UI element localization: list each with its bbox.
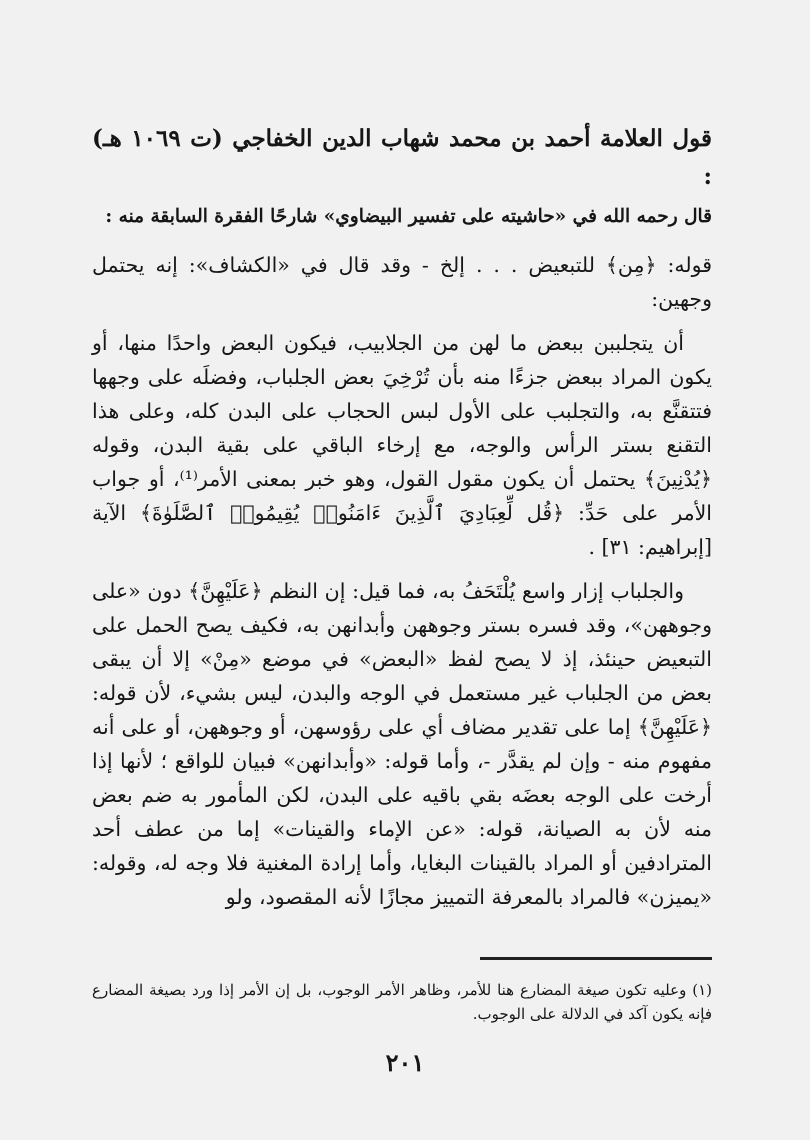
footnote-separator (480, 957, 712, 960)
section-subheading: قال رحمه الله في «حاشيته على تفسير البيضاوي» شارحًا الفقرة السابقة منه : (105, 206, 712, 227)
main-text-block (92, 120, 712, 924)
section-heading: قول العلامة أحمد بن محمد شهاب الدين الخفاجي (ت ١٠٦٩ هـ) : (92, 125, 712, 190)
page-number: ٢٠١ (385, 1048, 425, 1077)
paragraph-1: قوله: ﴿مِن﴾ للتبعيض . . . إلخ - وقد قال في «الكشاف»: إنه يحتمل وجهين: (92, 253, 712, 311)
footnote: (١) وعليه تكون صيغة المضارع هنا للأمر، وظاهر الأمر الوجوب، بل إن الأمر إذا ورد بصيغة المضارع فإنه يكون آكد في الدلالة على الوجوب. (92, 981, 712, 1023)
paragraph-3: والجلباب إزار واسع يُلْتَحَفُ به، فما قيل: إن النظم ﴿عَلَيْهِنَّ﴾ دون «على وجوههن»، وقد فسره بستر وجوههن وأبدانهن به، فكيف يصح الحمل على التبعيض حينئذ، إذ لا يصح لفظ «البعض» في موضع «مِنْ» إلا أن يبقى بعض من الجلباب غير مستعمل في الوجه والبدن، ليس بشيء، لأن قوله: ﴿عَلَيْهِنَّ﴾ إما على تقدير مضاف أي على رؤوسهن، أو وجوههن، أو على أنه مفهوم منه - وإن لم يقدَّر -، وأما قوله: «وأبدانهن» فبيان للواقع ؛ لأنها إذا أرخت على الوجه بعضَه بقي باقيه على البدن، لكن المأمور به ضم بعض منه لأن به الصيانة، قوله: «عن الإماء والقينات» إما من عطف أحد المترادفين أو المراد بالقينات البغايا، وأما إرادة المغنية فلا وجه له، وقوله: «يميزن» فالمراد بالمعرفة التمييز مجازًا لأنه المقصود، ولو (92, 579, 712, 909)
paragraph-2: أن يتجلببن ببعض ما لهن من الجلابيب، فيكون البعض واحدًا منها، أو يكون المراد ببعض جزءًا منه بأن تُرْخِيَ بعض الجلباب، وفضلَه على وجهها فتتقنَّع به، والتجلبب على الأول لبس الحجاب على البدن كله، وعلى هذا التقنع بستر الرأس والوجه، مع إرخاء الباقي على بقية البدن، وقوله ﴿يُدْنِينَ﴾ يحتمل أن يكون مقول القول، وهو خبر بمعنى الأمر⁽¹⁾، أو جواب الأمر على حَدِّ: ﴿قُل لِّعِبَادِيَ ٱلَّذِينَ ءَامَنُوا۟ يُقِيمُوا۟ ٱلصَّلَوٰةَ﴾ الآية [إبراهيم: ٣١] . (92, 331, 712, 559)
